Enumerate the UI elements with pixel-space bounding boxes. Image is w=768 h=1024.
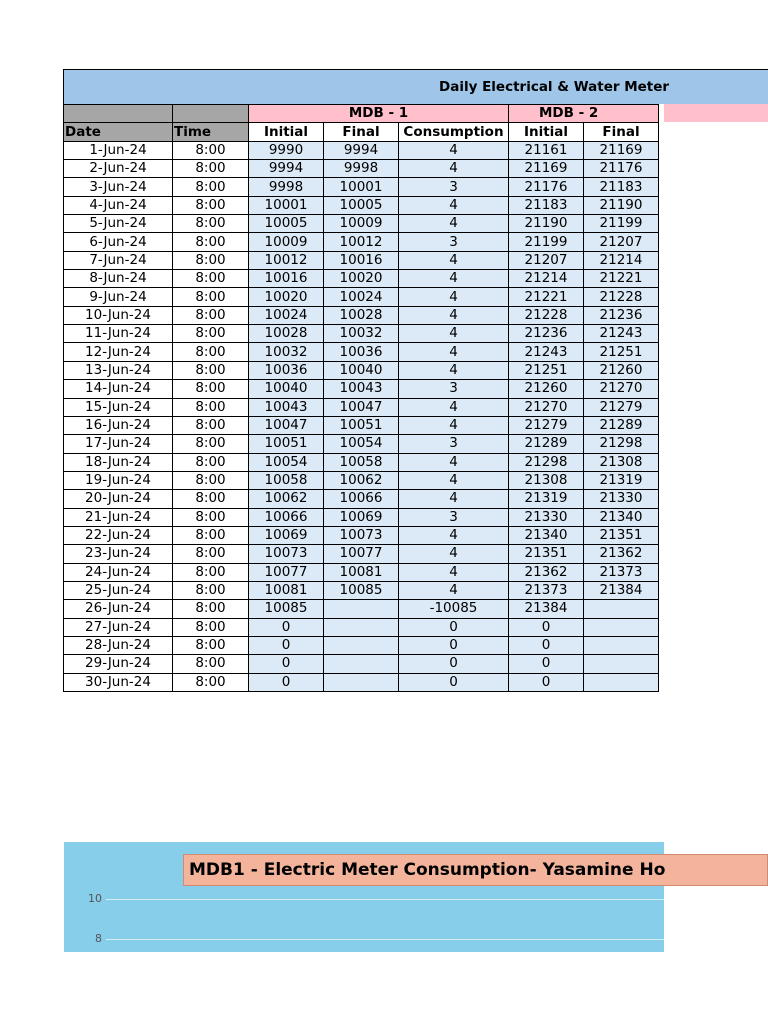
consumption-cell[interactable]: 3 [399,233,509,251]
group-header-mdb1[interactable]: MDB - 1 [249,105,509,123]
time-cell[interactable]: 8:00 [173,398,249,416]
table-row [64,508,659,526]
date-cell[interactable]: 25-Jun-24 [64,581,173,599]
initial-cell[interactable]: 9994 [249,160,324,178]
initial-cell[interactable]: 10081 [249,581,324,599]
final-2-cell[interactable]: 21207 [584,233,659,251]
consumption-cell[interactable]: 4 [399,270,509,288]
initial-2-cell[interactable]: 0 [509,673,584,691]
initial-cell[interactable]: 10069 [249,526,324,544]
table-row [64,453,659,471]
spreadsheet [63,69,768,695]
initial-cell[interactable]: 10032 [249,343,324,361]
consumption-cell[interactable]: 4 [399,526,509,544]
consumption-cell[interactable]: 3 [399,178,509,196]
table-row [64,471,659,489]
final-2-cell[interactable]: 21183 [584,178,659,196]
initial-2-cell[interactable]: 21373 [509,581,584,599]
consumption-cell[interactable]: 3 [399,380,509,398]
initial-cell[interactable]: 10058 [249,471,324,489]
final-cell[interactable]: 10024 [324,288,399,306]
final-2-cell[interactable]: 21221 [584,270,659,288]
date-cell[interactable]: 13-Jun-24 [64,361,173,379]
consumption-cell[interactable]: 0 [399,636,509,654]
final-cell[interactable]: 10032 [324,325,399,343]
final-cell[interactable]: 10066 [324,490,399,508]
time-cell[interactable]: 8:00 [173,343,249,361]
initial-cell[interactable]: 9998 [249,178,324,196]
date-cell[interactable]: 18-Jun-24 [64,453,173,471]
initial-2-cell[interactable]: 21199 [509,233,584,251]
final-2-cell[interactable] [584,618,659,636]
date-cell[interactable]: 12-Jun-24 [64,343,173,361]
time-cell[interactable]: 8:00 [173,563,249,581]
initial-2-cell[interactable]: 21319 [509,490,584,508]
final-2-cell[interactable]: 21260 [584,361,659,379]
initial-2-cell[interactable]: 0 [509,636,584,654]
consumption-cell[interactable]: 3 [399,508,509,526]
time-cell[interactable]: 8:00 [173,361,249,379]
table-row [64,490,659,508]
date-cell[interactable]: 1-Jun-24 [64,141,173,159]
initial-2-cell[interactable]: 21251 [509,361,584,379]
table-row [64,343,659,361]
final-cell[interactable]: 10001 [324,178,399,196]
gridline [106,939,664,940]
initial-cell[interactable]: 10040 [249,380,324,398]
time-cell[interactable]: 8:00 [173,251,249,269]
table-row [64,215,659,233]
consumption-cell[interactable]: 4 [399,490,509,508]
initial-cell[interactable]: 10036 [249,361,324,379]
date-cell[interactable]: 29-Jun-24 [64,655,173,673]
consumption-cell[interactable]: 4 [399,361,509,379]
initial-2-cell[interactable]: 21228 [509,306,584,324]
initial-2-cell[interactable]: 21308 [509,471,584,489]
consumption-cell[interactable]: 4 [399,398,509,416]
table-row [64,306,659,324]
date-cell[interactable]: 15-Jun-24 [64,398,173,416]
initial-2-cell[interactable]: 21236 [509,325,584,343]
initial-2-cell[interactable]: 0 [509,655,584,673]
table-row [64,325,659,343]
table-row [64,361,659,379]
column-header-final[interactable]: Final [324,123,399,141]
initial-cell[interactable]: 10028 [249,325,324,343]
final-cell[interactable] [324,636,399,654]
table-row [64,600,659,618]
date-cell[interactable]: 30-Jun-24 [64,673,173,691]
final-2-cell[interactable]: 21298 [584,435,659,453]
meter-table [63,104,659,692]
initial-cell[interactable]: 0 [249,673,324,691]
group-header-blank[interactable] [173,105,249,123]
time-cell[interactable]: 8:00 [173,526,249,544]
initial-2-cell[interactable]: 21207 [509,251,584,269]
final-2-cell[interactable]: 21308 [584,453,659,471]
table-row [64,435,659,453]
table-row [64,581,659,599]
final-2-cell[interactable]: 21384 [584,581,659,599]
final-2-cell[interactable] [584,655,659,673]
final-cell[interactable]: 10040 [324,361,399,379]
final-cell[interactable]: 10043 [324,380,399,398]
final-2-cell[interactable]: 21330 [584,490,659,508]
initial-2-cell[interactable]: 21176 [509,178,584,196]
date-cell[interactable]: 20-Jun-24 [64,490,173,508]
consumption-cell[interactable]: 4 [399,196,509,214]
final-2-cell[interactable]: 21214 [584,251,659,269]
initial-2-cell[interactable]: 21298 [509,453,584,471]
initial-cell[interactable]: 10005 [249,215,324,233]
initial-cell[interactable]: 10024 [249,306,324,324]
chart-title: MDB1 - Electric Meter Consumption- Yasamine Ho [183,854,768,886]
final-2-cell[interactable]: 21270 [584,380,659,398]
initial-2-cell[interactable]: 21351 [509,545,584,563]
initial-cell[interactable]: 10001 [249,196,324,214]
final-2-cell[interactable]: 21351 [584,526,659,544]
initial-2-cell[interactable]: 21161 [509,141,584,159]
consumption-cell[interactable]: 4 [399,343,509,361]
initial-2-cell[interactable]: 21260 [509,380,584,398]
column-header-consumption[interactable]: Consumption [399,123,509,141]
time-cell[interactable]: 8:00 [173,471,249,489]
sheet-title-bar [63,69,768,104]
initial-2-cell[interactable]: 21221 [509,288,584,306]
time-cell[interactable]: 8:00 [173,270,249,288]
final-cell[interactable]: 9998 [324,160,399,178]
initial-cell[interactable]: 10066 [249,508,324,526]
final-cell[interactable]: 10069 [324,508,399,526]
final-2-cell[interactable]: 21236 [584,306,659,324]
consumption-cell[interactable]: 4 [399,581,509,599]
consumption-cell[interactable]: 0 [399,673,509,691]
final-cell[interactable]: 10005 [324,196,399,214]
gridline [106,899,664,900]
final-2-cell[interactable]: 21228 [584,288,659,306]
time-cell[interactable]: 8:00 [173,600,249,618]
initial-2-cell[interactable]: 21214 [509,270,584,288]
initial-cell[interactable]: 10009 [249,233,324,251]
consumption-cell[interactable]: 4 [399,563,509,581]
time-cell[interactable]: 8:00 [173,453,249,471]
final-2-cell[interactable] [584,600,659,618]
date-cell[interactable]: 23-Jun-24 [64,545,173,563]
final-2-cell[interactable]: 21169 [584,141,659,159]
initial-2-cell[interactable]: 21289 [509,435,584,453]
time-cell[interactable]: 8:00 [173,435,249,453]
column-header-row [64,123,659,141]
date-cell[interactable]: 17-Jun-24 [64,435,173,453]
time-cell[interactable]: 8:00 [173,141,249,159]
time-cell[interactable]: 8:00 [173,545,249,563]
group-header-mdb2-label: MDB - 2 [539,105,599,122]
time-cell[interactable]: 8:00 [173,655,249,673]
final-cell[interactable]: 10012 [324,233,399,251]
initial-2-cell[interactable]: 21340 [509,526,584,544]
final-2-cell[interactable]: 21319 [584,471,659,489]
final-cell[interactable]: 10016 [324,251,399,269]
date-cell[interactable]: 21-Jun-24 [64,508,173,526]
group-header-blank[interactable] [64,105,173,123]
initial-2-cell[interactable]: 21362 [509,563,584,581]
consumption-cell[interactable]: 4 [399,306,509,324]
table-row [64,178,659,196]
consumption-cell[interactable]: 4 [399,141,509,159]
final-cell[interactable]: 10009 [324,215,399,233]
time-cell[interactable]: 8:00 [173,215,249,233]
table-row [64,636,659,654]
group-header-mdb2[interactable] [509,105,659,123]
consumption-cell[interactable]: 3 [399,435,509,453]
time-cell[interactable]: 8:00 [173,508,249,526]
table-row [64,288,659,306]
date-cell[interactable]: 19-Jun-24 [64,471,173,489]
date-cell[interactable]: 28-Jun-24 [64,636,173,654]
time-cell[interactable]: 8:00 [173,178,249,196]
final-cell[interactable]: 10020 [324,270,399,288]
final-2-cell[interactable]: 21251 [584,343,659,361]
time-cell[interactable]: 8:00 [173,636,249,654]
date-cell[interactable]: 9-Jun-24 [64,288,173,306]
date-cell[interactable]: 6-Jun-24 [64,233,173,251]
initial-cell[interactable]: 10085 [249,600,324,618]
date-cell[interactable]: 8-Jun-24 [64,270,173,288]
time-cell[interactable]: 8:00 [173,196,249,214]
consumption-cell[interactable]: 4 [399,471,509,489]
initial-cell[interactable]: 0 [249,618,324,636]
final-cell[interactable]: 10058 [324,453,399,471]
table-row [64,526,659,544]
group-header-row [64,105,659,123]
time-cell[interactable]: 8:00 [173,490,249,508]
initial-cell[interactable]: 10016 [249,270,324,288]
sheet-title: Daily Electrical & Water Meter [439,79,670,95]
time-cell[interactable]: 8:00 [173,325,249,343]
y-tick-label: 10 [88,892,102,905]
final-2-cell[interactable] [584,636,659,654]
time-cell[interactable]: 8:00 [173,233,249,251]
initial-cell[interactable]: 10062 [249,490,324,508]
date-cell[interactable]: 27-Jun-24 [64,618,173,636]
final-2-cell[interactable]: 21243 [584,325,659,343]
consumption-cell[interactable]: 4 [399,453,509,471]
initial-cell[interactable]: 10043 [249,398,324,416]
final-cell[interactable]: 10036 [324,343,399,361]
consumption-cell[interactable]: 4 [399,160,509,178]
initial-cell[interactable]: 10077 [249,563,324,581]
final-cell[interactable]: 9994 [324,141,399,159]
consumption-cell[interactable]: 4 [399,288,509,306]
table-row [64,416,659,434]
table-row [64,380,659,398]
initial-2-cell[interactable]: 21169 [509,160,584,178]
final-cell[interactable]: 10077 [324,545,399,563]
consumption-cell[interactable]: 4 [399,545,509,563]
time-cell[interactable]: 8:00 [173,380,249,398]
column-header-final-2[interactable]: Final [584,123,659,141]
table-row [64,398,659,416]
initial-2-cell[interactable]: 21330 [509,508,584,526]
final-cell[interactable]: 10081 [324,563,399,581]
final-cell[interactable]: 10054 [324,435,399,453]
initial-cell[interactable]: 0 [249,636,324,654]
date-cell[interactable]: 2-Jun-24 [64,160,173,178]
meter-table-wrap [63,104,768,692]
consumption-cell[interactable]: 4 [399,325,509,343]
table-row [64,196,659,214]
time-cell[interactable]: 8:00 [173,288,249,306]
table-row [64,618,659,636]
y-tick-label: 8 [95,932,102,945]
date-cell[interactable]: 24-Jun-24 [64,563,173,581]
date-cell[interactable]: 7-Jun-24 [64,251,173,269]
final-2-cell[interactable]: 21373 [584,563,659,581]
initial-cell[interactable]: 9990 [249,141,324,159]
final-2-cell[interactable]: 21340 [584,508,659,526]
date-cell[interactable]: 4-Jun-24 [64,196,173,214]
final-cell[interactable]: 10073 [324,526,399,544]
final-cell[interactable]: 10085 [324,581,399,599]
consumption-cell[interactable]: 4 [399,215,509,233]
date-cell[interactable]: 10-Jun-24 [64,306,173,324]
final-2-cell[interactable]: 21279 [584,398,659,416]
initial-cell[interactable]: 10047 [249,416,324,434]
final-cell[interactable] [324,600,399,618]
table-row [64,655,659,673]
final-2-cell[interactable]: 21289 [584,416,659,434]
column-header-date[interactable]: Date [64,123,173,141]
initial-2-cell[interactable]: 0 [509,618,584,636]
date-cell[interactable]: 5-Jun-24 [64,215,173,233]
consumption-cell[interactable]: 4 [399,251,509,269]
date-cell[interactable]: 22-Jun-24 [64,526,173,544]
final-cell[interactable]: 10047 [324,398,399,416]
initial-2-cell[interactable]: 21384 [509,600,584,618]
final-cell[interactable]: 10062 [324,471,399,489]
initial-2-cell[interactable]: 21183 [509,196,584,214]
final-cell[interactable] [324,673,399,691]
table-row [64,673,659,691]
table-row [64,563,659,581]
final-2-cell[interactable]: 21362 [584,545,659,563]
time-cell[interactable]: 8:00 [173,618,249,636]
final-cell[interactable]: 10051 [324,416,399,434]
table-row [64,545,659,563]
final-cell[interactable] [324,618,399,636]
consumption-cell[interactable]: 0 [399,618,509,636]
initial-2-cell[interactable]: 21270 [509,398,584,416]
initial-cell[interactable]: 10073 [249,545,324,563]
final-2-cell[interactable] [584,673,659,691]
table-row [64,251,659,269]
initial-cell[interactable]: 0 [249,655,324,673]
column-header-time[interactable]: Time [173,123,249,141]
column-header-initial[interactable]: Initial [249,123,324,141]
final-2-cell[interactable]: 21190 [584,196,659,214]
date-cell[interactable]: 11-Jun-24 [64,325,173,343]
initial-2-cell[interactable]: 21190 [509,215,584,233]
final-2-cell[interactable]: 21199 [584,215,659,233]
initial-cell[interactable]: 10054 [249,453,324,471]
time-cell[interactable]: 8:00 [173,581,249,599]
final-cell[interactable]: 10028 [324,306,399,324]
table-row [64,160,659,178]
column-header-initial-2[interactable]: Initial [509,123,584,141]
time-cell[interactable]: 8:00 [173,160,249,178]
table-row [64,233,659,251]
consumption-cell[interactable]: -10085 [399,600,509,618]
date-cell[interactable]: 16-Jun-24 [64,416,173,434]
initial-2-cell[interactable]: 21279 [509,416,584,434]
final-cell[interactable] [324,655,399,673]
consumption-cell[interactable]: 0 [399,655,509,673]
date-cell[interactable]: 26-Jun-24 [64,600,173,618]
final-2-cell[interactable]: 21176 [584,160,659,178]
consumption-cell[interactable]: 4 [399,416,509,434]
time-cell[interactable]: 8:00 [173,673,249,691]
table-row [64,270,659,288]
time-cell[interactable]: 8:00 [173,416,249,434]
time-cell[interactable]: 8:00 [173,306,249,324]
table-row [64,141,659,159]
date-cell[interactable]: 14-Jun-24 [64,380,173,398]
initial-2-cell[interactable]: 21243 [509,343,584,361]
date-cell[interactable]: 3-Jun-24 [64,178,173,196]
initial-cell[interactable]: 10051 [249,435,324,453]
initial-cell[interactable]: 10012 [249,251,324,269]
initial-cell[interactable]: 10020 [249,288,324,306]
